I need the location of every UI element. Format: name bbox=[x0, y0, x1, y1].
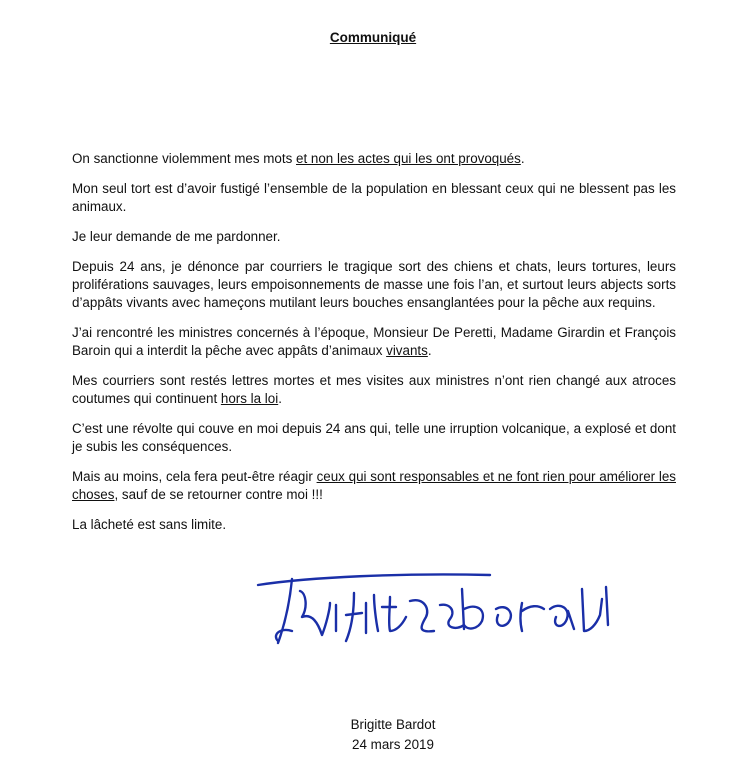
paragraph-5-underlined: vivants bbox=[386, 343, 428, 358]
paragraph-6-underlined: hors la loi bbox=[220, 391, 279, 406]
paragraph-4: Depuis 24 ans, je dénonce par courriers le tragique sort des chiens et chats, leurs tortures, leurs proliférations sauvages, leurs empoisonnements de masse une fois l’an, et surtout leurs abjects sorts d’appâts vivants avec hameçons mutilant leurs bouches ensanglantées pour la pêche aux requins. bbox=[72, 259, 676, 310]
paragraph-1-text: On sanctionne violemment mes mots bbox=[72, 151, 297, 166]
paragraph-5-end: . bbox=[427, 343, 432, 358]
paragraph-6-text: Mes courriers sont restés lettres mortes et mes visites aux ministres n’ont rien changé aux atroces coutumes qui continuent bbox=[72, 373, 676, 406]
paragraph-6 bbox=[72, 372, 676, 408]
paragraph-8-end: , sauf de se retourner contre moi !!! bbox=[114, 487, 323, 502]
signatory-name: Brigitte Bardot bbox=[350, 717, 436, 732]
document-body bbox=[72, 150, 676, 546]
paragraph-3: Je leur demande de me pardonner. bbox=[72, 229, 281, 244]
document-date: 24 mars 2019 bbox=[352, 737, 434, 752]
paragraph-2: Mon seul tort est d’avoir fustigé l’ensemble de la population en blessant ceux qui ne blessent pas les animaux. bbox=[72, 181, 676, 214]
paragraph-5 bbox=[72, 324, 676, 360]
paragraph-7: C’est une révolte qui couve en moi depuis 24 ans qui, telle une irruption volcanique, a explosé et dont je subis les conséquences. bbox=[72, 421, 676, 454]
paragraph-6-end: . bbox=[278, 391, 282, 406]
paragraph-1-underlined: et non les actes qui les ont provoqués bbox=[296, 151, 521, 166]
signature-block bbox=[0, 715, 746, 755]
handwritten-signature bbox=[250, 565, 650, 657]
paragraph-9: La lâcheté est sans limite. bbox=[72, 517, 227, 532]
paragraph-1-end: . bbox=[520, 151, 525, 166]
paragraph-8-underlined: ceux qui sont responsables et ne font rien pour améliorer les choses bbox=[72, 469, 676, 502]
document-title: Communiqué bbox=[329, 30, 417, 45]
paragraph-8-text: Mais au moins, cela fera peut-être réagir bbox=[72, 469, 317, 484]
paragraph-8 bbox=[72, 468, 676, 504]
paragraph-5-text: J’ai rencontré les ministres concernés à l’époque, Monsieur De Peretti, Madame Girardin et François Baroin qui a interdit la pêche avec appâts d’animaux bbox=[72, 325, 676, 358]
paragraph-1 bbox=[72, 150, 676, 168]
